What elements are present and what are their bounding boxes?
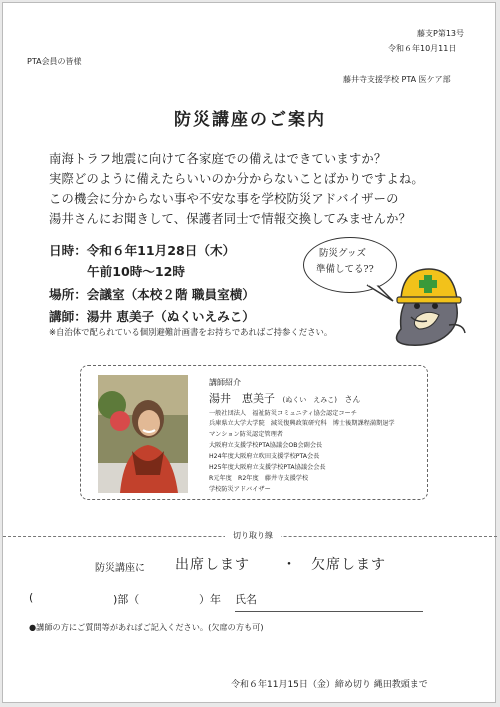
year-field[interactable]: ）年 bbox=[199, 593, 221, 606]
intro-heading: 講師紹介 bbox=[209, 378, 241, 387]
career-line-4: 大阪府立支援学校PTA協議会OB会副会長 bbox=[209, 442, 323, 449]
bubble-line-1: 防災グッズ bbox=[319, 248, 367, 259]
sender: 藤井寺支援学校 PTA 医ケア部 bbox=[343, 75, 451, 84]
intro-honorific: さん bbox=[344, 395, 361, 404]
attend-option[interactable]: 出席します bbox=[175, 557, 250, 573]
career-line-7: R元年度 R2年度 藤井寺支援学校 bbox=[209, 475, 309, 482]
doc-number: 藤支P第13号 bbox=[417, 29, 465, 38]
intro-name-row bbox=[209, 390, 360, 406]
body-line-4: 湯井さんにお聞きして、保護者同士で情報交換してみませんか？ bbox=[49, 212, 412, 226]
absent-option[interactable]: 欠席します bbox=[311, 557, 386, 573]
event-place: 場所：会議室（本校２階 職員室横） bbox=[49, 287, 255, 302]
cut-label: 切り取り線 bbox=[225, 530, 281, 541]
event-lecturer: 講師：湯井 恵美子（ぬくいえみこ） bbox=[49, 309, 255, 324]
dept-field[interactable]: )部（ bbox=[113, 593, 140, 606]
intro-reading: (ぬくい えみこ) bbox=[282, 396, 337, 404]
bring-note: ※自治体で配られている個別避難計画書をお持ちであればご持参ください。 bbox=[49, 327, 333, 337]
body-line-2: 実際どのように備えたらいいのか分からないことばかりですよね。 bbox=[49, 172, 424, 186]
body-line-3: この機会に分からない事や不安な事を学校防災アドバイザーの bbox=[49, 192, 399, 206]
addressee: PTA会員の皆様 bbox=[27, 57, 82, 66]
intro-name: 湯井 恵美子 bbox=[209, 392, 275, 405]
event-time: 午前10時～12時 bbox=[87, 264, 186, 279]
question-note: ●講師の方にご質問等があればご記入ください。(欠席の方も可) bbox=[29, 622, 264, 632]
page-title: 防災講座のご案内 bbox=[174, 110, 326, 130]
body-line-1: 南海トラフ地震に向けて各家庭での備えはできていますか？ bbox=[49, 152, 387, 166]
issue-date: 令和６年10月11日 bbox=[388, 44, 457, 53]
name-field[interactable] bbox=[235, 611, 423, 612]
option-separator: ・ bbox=[282, 557, 296, 573]
name-label: 氏名 bbox=[235, 593, 257, 606]
mascot-helmet-icon bbox=[387, 259, 469, 349]
lecturer-photo bbox=[98, 375, 188, 493]
slip-prompt: 防災講座に bbox=[95, 563, 145, 574]
event-datetime: 日時：令和６年11月28日（木） bbox=[49, 243, 236, 258]
career-line-1: 一般社団法人 福祉防災コミュニティ協会認定コーチ bbox=[209, 410, 357, 417]
dept-paren-open: ( bbox=[29, 591, 34, 604]
career-line-8: 学校防災アドバイザー bbox=[209, 486, 271, 493]
notice-page bbox=[2, 2, 496, 703]
career-line-5: H24年度大阪府立吹田支援学校PTA会長 bbox=[209, 453, 320, 460]
career-line-2: 兵庫県立大学大学院 減災復興政策研究科 博士後期課程満期退学 bbox=[209, 420, 395, 427]
career-line-3: マンション防災認定管理者 bbox=[209, 431, 283, 438]
deadline: 令和６年11月15日（金）締め切り 縄田教頭まで bbox=[231, 680, 428, 690]
bubble-line-2: 準備してる?? bbox=[316, 264, 374, 275]
career-line-6: H25年度大阪府立支援学校PTA協議会会長 bbox=[209, 464, 326, 471]
